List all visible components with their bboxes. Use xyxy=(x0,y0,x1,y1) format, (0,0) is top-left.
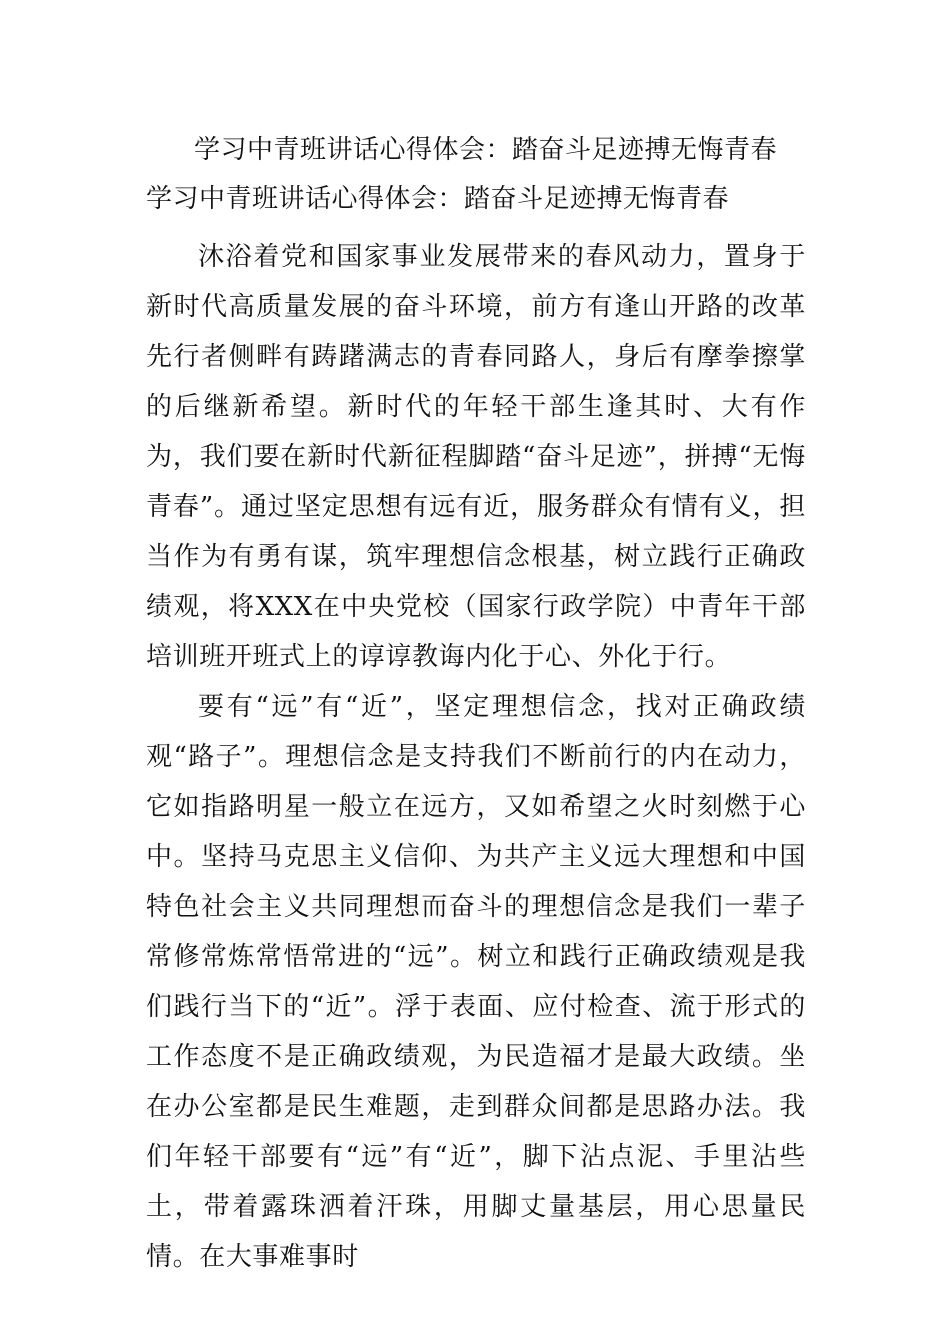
paragraph-2: 要有“远”有“近”，坚定理想信念，找对正确政绩观“路子”。理想信念是支持我们不断前行的内在动力，它如指路明星一般立在远方，又如希望之火时刻燃于心中。坚持马克思主义信仰、为共产主义远大理想和中国特色社会主义共同理想而奋斗的理想信念是我们一辈子常修常炼常悟常进的“远”。树立和践行正确政绩观是我们践行当下的“近”。浮于表面、应付检查、流于形式的工作态度不是正确政绩观，为民造福才是最大政绩。坐在办公室都是民生难题，走到群众间都是思路办法。我们年轻干部要有“远”有“近”，脚下沾点泥、手里沾些土，带着露珠洒着汗珠，用脚丈量基层，用心思量民情。在大事难事时 xyxy=(146,692,806,1272)
document-subtitle: 学习中青班讲话心得体会：踏奋斗足迹搏无悔青春 xyxy=(146,184,730,214)
paragraph-1: 沐浴着党和国家事业发展带来的春风动力，置身于新时代高质量发展的奋斗环境，前方有逢山开路的改革先行者侧畔有踌躇满志的青春同路人，身后有摩拳擦掌的后继新希望。新时代的年轻干部生逢其时、大有作为，我们要在新时代新征程脚踏“奋斗足迹”，拼搏“无悔青春”。通过坚定思想有远有近，服务群众有情有义，担当作为有勇有谋，筑牢理想信念根基，树立践行正确政绩观，将XXX在中央党校（国家行政学院）中青年干部培训班开班式上的谆谆教诲内化于心、外化于行。 xyxy=(146,242,806,672)
document-body xyxy=(146,232,806,1282)
document-title: 学习中青班讲话心得体会：踏奋斗足迹搏无悔青春 xyxy=(194,135,778,165)
